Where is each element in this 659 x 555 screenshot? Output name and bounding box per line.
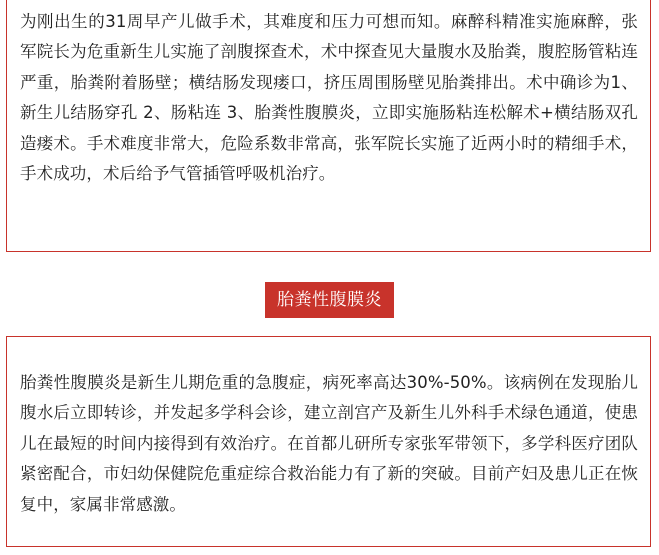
section-paragraph: 胎粪性腹膜炎是新生儿期危重的急腹症，病死率高达30%-50%。该病例在发现胎儿腹水后立即转诊，并发起多学科会诊，建立剖宫产及新生儿外科手术绿色通道，使患儿在最短的时间内接得到有效治疗。在首都儿研所专家张军带领下，多学科医疗团队紧密配合，市妇幼保健院危重症综合救治能力有了新的突破。目前产妇及患儿正在恢复中，家属非常感激。: [20, 373, 638, 514]
section-title: 胎粪性腹膜炎: [265, 282, 394, 318]
section-text-box: [6, 336, 651, 547]
intro-text-box: [6, 0, 651, 252]
intro-paragraph: 为刚出生的31周早产儿做手术，其难度和压力可想而知。麻醉科精准实施麻醉，张军院长为危重新生儿实施了剖腹探查术，术中探查见大量腹水及胎粪，腹腔肠管粘连严重，胎粪附着肠壁；横结肠发现瘘口，挤压周围肠壁见胎粪排出。术中确诊为1、新生儿结肠穿孔 2、肠粘连 3、胎粪性腹膜炎，立即实施肠粘连松解术+横结肠双孔造瘘术。手术难度非常大，危险系数非常高，张军院长实施了近两小时的精细手术，手术成功，术后给予气管插管呼吸机治疗。: [20, 12, 638, 184]
section-heading-container: [0, 282, 659, 318]
